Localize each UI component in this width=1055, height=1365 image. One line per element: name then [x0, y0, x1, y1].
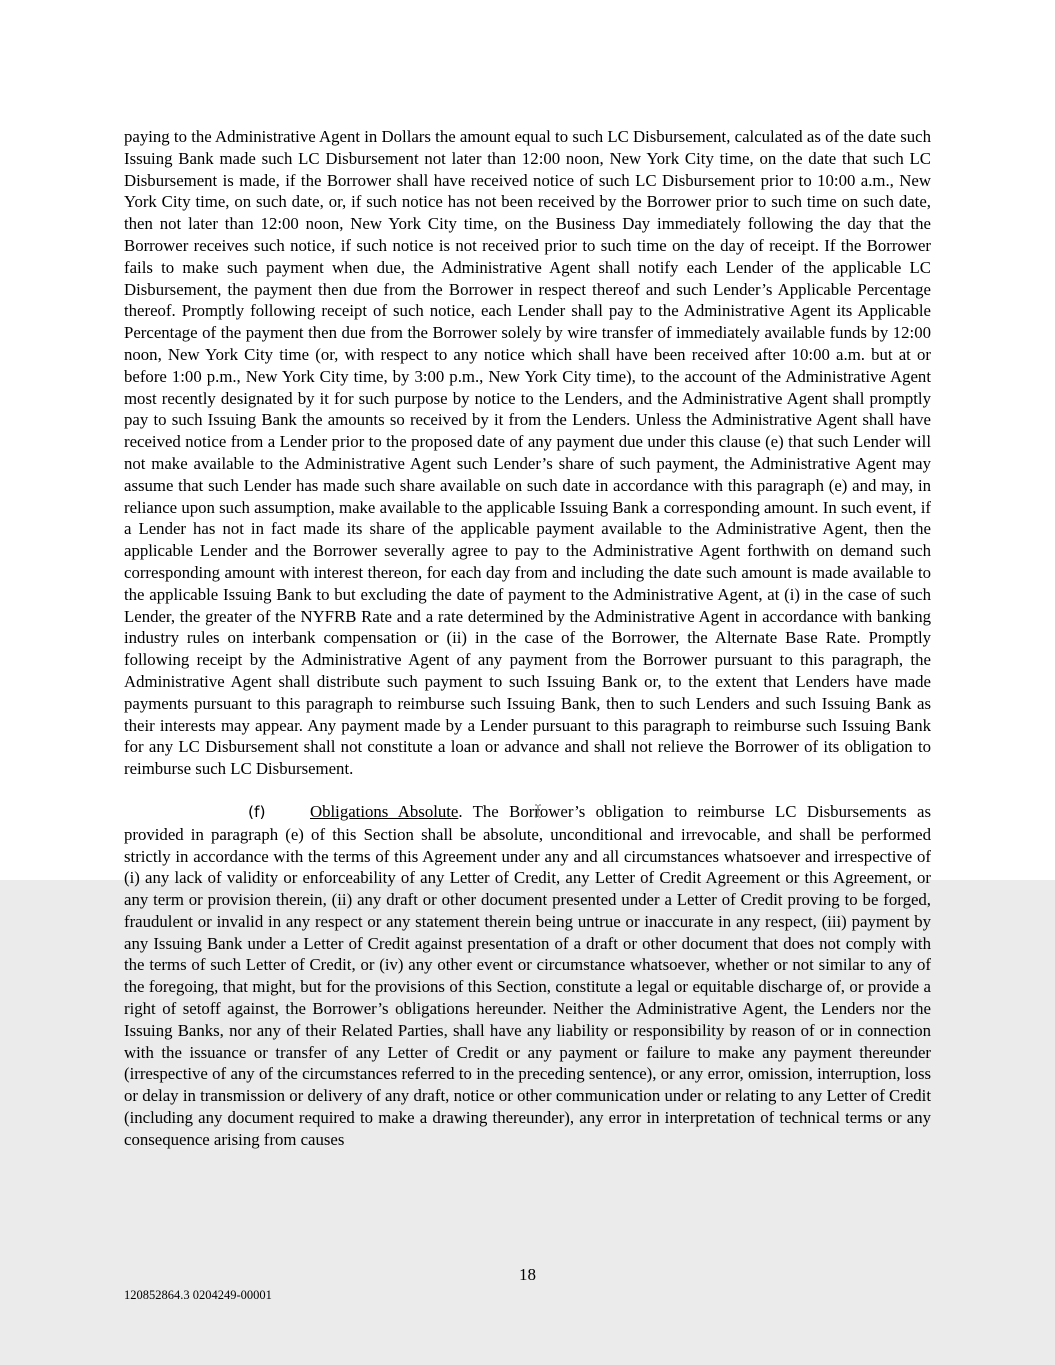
- section-f-body: . The Borrower’s obligation to reimburse LC Disbursements as provided in paragraph (e) of this Section shall be absolute, unconditional and irrevocable, and shall be performed strictly in accordance with the terms of this Agreement under any and all circumstances whatsoever and irrespective of (i) any lack of validity or enforceability of any Letter of Credit, any Letter of Credit Agreement or this Agreement, or any term or provision therein, (ii) any draft or other document presented under a Letter of Credit proving to be forged, fraudulent or invalid in any respect or any statement therein being untrue or inaccurate in any respect, (iii) payment by any Issuing Bank under a Letter of Credit against presentation of a draft or other document that does not comply with the terms of such Letter of Credit, or (iv) any other event or circumstance whatsoever, whether or not similar to any of the foregoing, that might, but for the provisions of this Section, constitute a legal or equitable discharge of, or provide a right of setoff against, the Borrower’s obligations hereunder. Neither the Administrative Agent, the Lenders nor the Issuing Banks, nor any of their Related Parties, shall have any liability or responsibility by reason of or in connection with the issuance or transfer of any Letter of Credit or any payment or failure to make any payment thereunder (irrespective of any of the circumstances referred to in the preceding sentence), or any error, omission, interruption, loss or delay in transmission or delivery of any draft, notice or other communication under or relating to any Letter of Credit (including any document required to make a drawing thereunder), any error in interpretation of technical terms or any consequence arising from causes: [124, 801, 931, 1149]
- document-body: [124, 126, 931, 1151]
- paragraph-f: [124, 801, 931, 1151]
- section-marker: (f): [248, 802, 266, 821]
- document-id: 120852864.3 0204249-00001: [124, 1288, 272, 1302]
- section-heading: Obligations Absolute: [310, 801, 459, 821]
- page-number: 18: [519, 1265, 536, 1284]
- paragraph-e-continuation: paying to the Administrative Agent in Dollars the amount equal to such LC Disbursement, calculated as of the date such Issuing Bank made such LC Disbursement not later than 12:00 noon, New York City time, on the date that such LC Disbursement is made, if the Borrower shall have received notice of such LC Disbursement prior to 10:00 a.m., New York City time, on such date, or, if such notice has not been received by the Borrower prior to such time on such date, then not later than 12:00 noon, New York City time, on the Business Day immediately following the day that the Borrower receives such notice, if such notice is not received prior to such time on the day of receipt. If the Borrower fails to make such payment when due, the Administrative Agent shall notify each Lender of the applicable LC Disbursement, the payment then due from the Borrower in respect thereof and such Lender’s Applicable Percentage thereof. Promptly following receipt of such notice, each Lender shall pay to the Administrative Agent its Applicable Percentage of the payment then due from the Borrower solely by wire transfer of immediately available funds by 12:00 noon, New York City time (or, with respect to any notice which shall have been received after 10:00 a.m. but at or before 1:00 p.m., New York City time, by 3:00 p.m., New York City time), to the account of the Administrative Agent most recently designated by it for such purpose by notice to the Lenders, and the Administrative Agent shall promptly pay to such Issuing Bank the amounts so received by it from the Lenders. Unless the Administrative Agent shall have received notice from a Lender prior to the proposed date of any payment due under this clause (e) that such Lender will not make available to the Administrative Agent such Lender’s share of such payment, the Administrative Agent may assume that such Lender has made such share available on such date in accordance with this paragraph (e) and may, in reliance upon such assumption, make available to the applicable Issuing Bank a corresponding amount. In such event, if a Lender has not in fact made its share of the applicable payment available to the Administrative Agent, then the applicable Lender and the Borrower severally agree to pay to the Administrative Agent forthwith on demand such corresponding amount with interest thereon, for each day from and including the date such amount is made available to the applicable Issuing Bank to but excluding the date of payment to the Administrative Agent, at (i) in the case of such Lender, the greater of the NYFRB Rate and a rate determined by the Administrative Agent in accordance with banking industry rules on interbank compensation or (ii) in the case of the Borrower, the Alternate Base Rate. Promptly following receipt by the Administrative Agent of any payment from the Borrower pursuant to this paragraph, the Administrative Agent shall distribute such payment to such Issuing Bank or, to the extent that Lenders have made payments pursuant to this paragraph to reimburse such Issuing Bank, then to such Lenders and such Issuing Bank as their interests may appear. Any payment made by a Lender pursuant to this paragraph to reimburse such Issuing Bank for any LC Disbursement shall not constitute a loan or advance and shall not relieve the Borrower of its obligation to reimburse such LC Disbursement.: [124, 127, 931, 779]
